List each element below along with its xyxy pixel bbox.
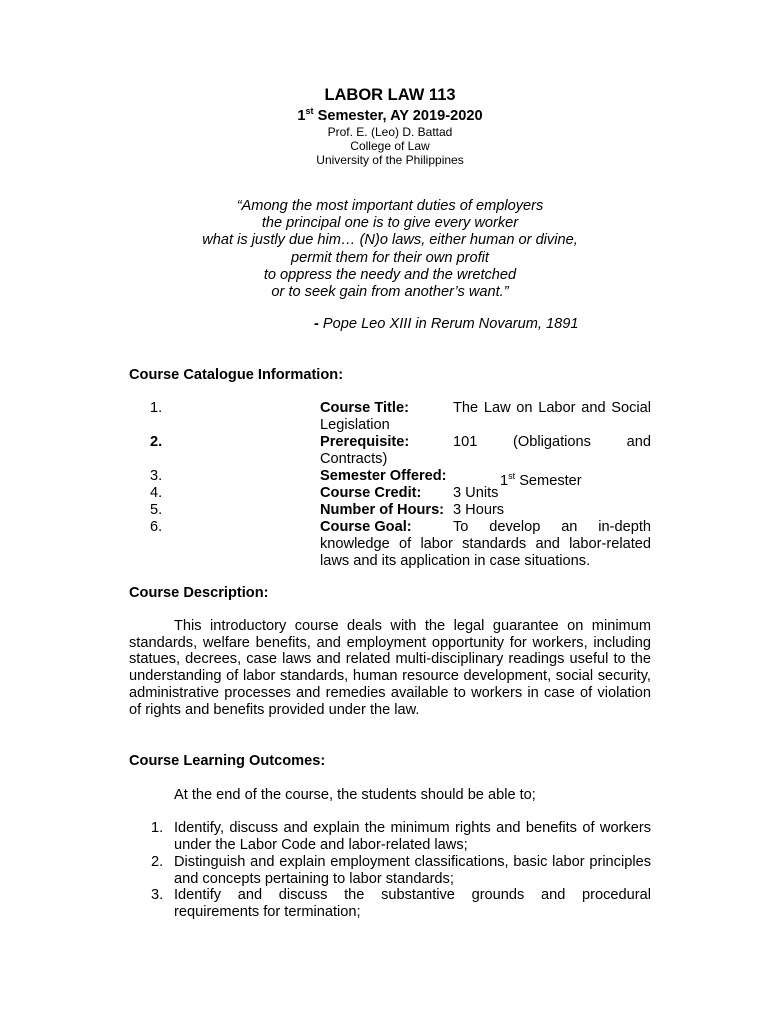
catalogue-item-label: Semester Offered: (320, 468, 447, 484)
quote-line: the principal one is to give every worker (261, 215, 519, 232)
catalogue-item-value: The Law on Labor and Social Legislation (320, 400, 651, 433)
semester-offered-number: 1 (500, 473, 509, 489)
description-paragraph: This introductory course deals with the legal guarantee on minimum standards, welfare benefits, and employment opportunity for workers, including statues, decrees, case laws and related multi-disciplinary readings useful to the understanding of labor standards, human resource development, social security, administrative processes and remedies available to workers in case of violation of rights and benefits provided under the law. (129, 618, 651, 718)
course-title-heading: LABOR LAW 113 (324, 86, 456, 104)
list-item-number: 3. (151, 887, 164, 903)
epigraph-quote (0, 198, 768, 301)
list-item-number: 2. (151, 854, 164, 870)
semester-text: Semester, AY 2019-2020 (313, 108, 483, 124)
catalogue-heading: Course Catalogue Information: (129, 367, 344, 383)
catalogue-item-number: 1. (150, 400, 163, 416)
quote-attribution (314, 316, 578, 332)
outcomes-heading: Course Learning Outcomes: (129, 753, 326, 769)
university-name: University of the Philippines (316, 153, 464, 167)
semester-heading (0, 106, 768, 124)
catalogue-item-label: Prerequisite: (320, 434, 410, 450)
catalogue-item-value: 3 Units (453, 485, 499, 501)
quote-line: to oppress the needy and the wretched (263, 266, 517, 283)
catalogue-item-value: 3 Hours (453, 502, 505, 518)
semester-superscript: st (305, 106, 314, 116)
list-item-number: 1. (151, 820, 164, 836)
list-item-text: Distinguish and explain employment classifications, basic labor principles and concepts pertaining to labor standards; (174, 854, 651, 887)
catalogue-item-label: Course Goal: (320, 519, 412, 535)
catalogue-item-number: 4. (150, 485, 163, 501)
catalogue-item-value: 101 (Obligations and Contracts) (320, 434, 651, 467)
college-name: College of Law (350, 139, 430, 153)
catalogue-item-number: 5. (150, 502, 163, 518)
outcomes-intro: At the end of the course, the students should be able to; (174, 787, 536, 803)
catalogue-item-number: 3. (150, 468, 163, 484)
semester-offered-text: Semester (515, 473, 582, 489)
semester-number: 1 (297, 108, 306, 124)
professor-name: Prof. E. (Leo) D. Battad (327, 125, 453, 139)
quote-line: or to seek gain from another’s want.” (271, 284, 509, 301)
catalogue-item-value (500, 468, 582, 490)
description-heading: Course Description: (129, 585, 269, 601)
attribution-text: Pope Leo XIII in Rerum Novarum, 1891 (318, 316, 579, 332)
quote-line: “Among the most important duties of employers (236, 198, 544, 214)
quote-line: what is justly due him… (N)o laws, either human or divine, (202, 232, 578, 249)
catalogue-item-number: 2. (150, 434, 163, 450)
list-item-text: Identify, discuss and explain the minimum rights and benefits of workers under the Labor Code and labor-related laws; (174, 820, 651, 853)
catalogue-item-label: Course Credit: (320, 485, 422, 501)
catalogue-item-value: To develop an in-depth knowledge of labor standards and labor-related laws and its application in case situations. (320, 519, 651, 569)
catalogue-item-label: Course Title: (320, 400, 409, 416)
quote-line: permit them for their own profit (291, 249, 489, 266)
attribution-dash: - (314, 316, 319, 332)
list-item-text: Identify and discuss the substantive grounds and procedural requirements for termination; (174, 887, 651, 920)
catalogue-item-number: 6. (150, 519, 163, 535)
semester-offered-superscript: st (508, 471, 516, 481)
catalogue-item-label: Number of Hours: (320, 502, 445, 518)
